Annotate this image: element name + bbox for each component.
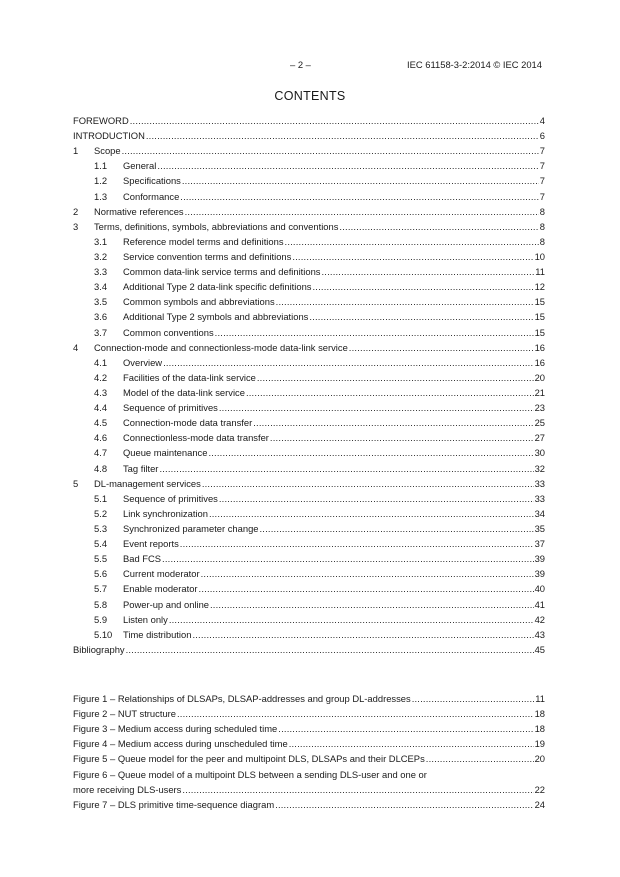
toc-entry-title: FOREWORD <box>73 115 129 126</box>
figure-entry[interactable] <box>73 751 545 766</box>
toc-entry[interactable] <box>73 294 545 309</box>
toc-entry[interactable] <box>73 143 545 158</box>
toc-entry-page: 15 <box>534 326 545 338</box>
toc-entry-number: 3.6 <box>94 311 108 323</box>
toc-entry-number: 4.5 <box>94 417 108 429</box>
toc-entry-page: 10 <box>534 250 545 262</box>
dot-leader <box>180 536 534 551</box>
toc-entry[interactable] <box>73 430 545 445</box>
toc-entry[interactable] <box>73 445 545 460</box>
toc-entry-page: 15 <box>534 296 545 308</box>
dot-leader <box>182 173 539 188</box>
dot-leader <box>122 143 539 158</box>
figure-entry-title: Figure 2 – NUT structure <box>73 708 176 720</box>
toc-entry-page: 7 <box>539 160 545 172</box>
list-of-figures <box>73 691 545 812</box>
toc-entry[interactable] <box>73 325 545 340</box>
toc-entry-title: Scope <box>94 145 121 157</box>
toc-entry-number: 1.3 <box>94 190 108 202</box>
toc-entry-page: 40 <box>534 583 545 595</box>
toc-entry[interactable] <box>73 385 545 400</box>
toc-entry-page: 33 <box>534 492 545 504</box>
toc-entry-number: 3 <box>73 220 79 232</box>
toc-entry-number: 4.3 <box>94 386 108 398</box>
toc-entry-title: INTRODUCTION <box>73 130 145 142</box>
toc-entry-number: 5.8 <box>94 598 108 610</box>
dot-leader <box>257 370 534 385</box>
toc-entry[interactable] <box>73 249 545 264</box>
toc-entry[interactable] <box>73 597 545 612</box>
toc-entry-page: 15 <box>534 311 545 323</box>
figure-entry[interactable] <box>73 797 545 812</box>
toc-entry-number: 3.1 <box>94 235 108 247</box>
figure-entry-page: 18 <box>534 723 545 735</box>
toc-entry[interactable] <box>73 581 545 596</box>
toc-entry-number: 5.3 <box>94 522 108 534</box>
dot-leader <box>246 385 534 400</box>
dot-leader <box>219 400 534 415</box>
page-header <box>0 59 620 73</box>
toc-entry-title: Service convention terms and definitions <box>123 250 292 262</box>
toc-entry-page: 23 <box>534 402 545 414</box>
toc-entry-page: 4 <box>539 115 545 126</box>
toc-entry[interactable] <box>73 158 545 173</box>
toc-entry-title: Bad FCS <box>123 553 162 565</box>
dot-leader <box>163 355 533 370</box>
dot-leader <box>253 415 533 430</box>
toc-entry-title: Facilities of the data-link service <box>123 371 256 383</box>
toc-entry[interactable] <box>73 491 545 506</box>
toc-entry-number: 3.4 <box>94 281 108 293</box>
toc-entry[interactable] <box>73 642 545 657</box>
figure-entry-page: 19 <box>534 738 545 750</box>
dot-leader <box>146 128 539 143</box>
toc-entry[interactable] <box>73 173 545 188</box>
toc-entry-number: 5.6 <box>94 568 108 580</box>
dot-leader <box>208 445 533 460</box>
toc-entry-title: Reference model terms and definitions <box>123 235 284 247</box>
toc-entry-title: Common conventions <box>123 326 214 338</box>
toc-entry-number: 5.1 <box>94 492 108 504</box>
dot-leader <box>276 294 534 309</box>
toc-entry-title: Additional Type 2 symbols and abbreviations <box>123 311 309 323</box>
dot-leader <box>185 204 539 219</box>
toc-entry[interactable] <box>73 612 545 627</box>
dot-leader <box>260 521 534 536</box>
toc-entry-title: Time distribution <box>123 628 192 640</box>
dot-leader <box>210 597 534 612</box>
toc-entry-page: 7 <box>539 190 545 202</box>
document-id: IEC 61158-3-2:2014 © IEC 2014 <box>407 59 542 70</box>
toc-entry-title: Bibliography <box>73 643 125 655</box>
dot-leader <box>412 691 535 706</box>
toc-entry-title: Overview <box>123 356 163 368</box>
toc-entry-number: 3.7 <box>94 326 108 338</box>
toc-entry[interactable] <box>73 128 545 143</box>
toc-entry-page: 6 <box>539 130 545 142</box>
toc-entry-title: Additional Type 2 data-link specific definitions <box>123 281 312 293</box>
toc-entry-page: 16 <box>534 356 545 368</box>
toc-entry-number: 5.5 <box>94 553 108 565</box>
toc-entry-title: Sequence of primitives <box>123 492 218 504</box>
toc-entry-page: 42 <box>534 613 545 625</box>
toc-entry-number: 5.9 <box>94 613 108 625</box>
toc-entry-number: 3.3 <box>94 266 108 278</box>
toc-entry-page: 35 <box>534 522 545 534</box>
toc-entry[interactable] <box>73 340 545 355</box>
toc-entry[interactable] <box>73 506 545 521</box>
toc-entry[interactable] <box>73 566 545 581</box>
toc-entry-number: 4.4 <box>94 402 108 414</box>
figure-entry-page: 24 <box>534 798 545 810</box>
toc-entry-title: Sequence of primitives <box>123 402 218 414</box>
toc-entry-title: Common data-link service terms and definitions <box>123 266 321 278</box>
dot-leader <box>270 430 534 445</box>
dot-leader <box>159 461 533 476</box>
toc-entry-title: Connection-mode and connectionless-mode data-link service <box>94 341 348 353</box>
toc-entry-page: 11 <box>535 266 545 278</box>
dot-leader <box>199 581 534 596</box>
table-of-contents <box>73 113 545 657</box>
toc-entry-page: 34 <box>534 507 545 519</box>
toc-entry[interactable] <box>73 476 545 491</box>
toc-entry-number: 1 <box>73 145 79 157</box>
figure-entry-title: Figure 1 – Relationships of DLSAPs, DLSAP-addresses and group DL-addresses <box>73 693 411 704</box>
toc-entry-title: Event reports <box>123 538 179 550</box>
dot-leader <box>275 797 533 812</box>
toc-entry-page: 41 <box>534 598 545 610</box>
figure-entry[interactable] <box>73 706 545 721</box>
figure-entry-title: Figure 6 – Queue model of a multipoint DLS between a sending DLS-user and one or <box>73 768 427 780</box>
toc-entry-title: Tag filter <box>123 462 159 474</box>
toc-entry-page: 8 <box>539 205 545 217</box>
dot-leader <box>169 612 534 627</box>
toc-entry-title: Link synchronization <box>123 507 208 519</box>
toc-entry-title: Model of the data-link service <box>123 386 245 398</box>
dot-leader <box>162 551 534 566</box>
toc-entry[interactable] <box>73 234 545 249</box>
toc-entry-page: 37 <box>534 538 545 550</box>
contents-title: CONTENTS <box>274 89 346 103</box>
toc-entry[interactable] <box>73 415 545 430</box>
dot-leader <box>289 736 534 751</box>
dot-leader <box>321 264 534 279</box>
toc-entry-title: Common symbols and abbreviations <box>123 296 275 308</box>
toc-entry-number: 4.1 <box>94 356 108 368</box>
toc-entry[interactable] <box>73 521 545 536</box>
toc-entry-number: 5 <box>73 477 79 489</box>
dot-leader <box>285 234 539 249</box>
dot-leader <box>130 113 539 128</box>
toc-entry-page: 30 <box>534 447 545 459</box>
figure-entry[interactable] <box>73 736 545 751</box>
dot-leader <box>219 491 534 506</box>
figure-entry-title: Figure 7 – DLS primitive time-sequence diagram <box>73 798 275 810</box>
toc-entry-page: 25 <box>534 417 545 429</box>
toc-entry[interactable] <box>73 400 545 415</box>
toc-entry-number: 5.2 <box>94 507 108 519</box>
toc-entry-page: 16 <box>534 341 545 353</box>
toc-entry-title: Connection-mode data transfer <box>123 417 253 429</box>
figure-entry[interactable] <box>73 721 545 736</box>
toc-entry-number: 4.7 <box>94 447 108 459</box>
toc-entry-page: 20 <box>534 371 545 383</box>
dot-leader <box>426 751 534 766</box>
toc-entry-title: Current moderator <box>123 568 200 580</box>
toc-entry-number: 5.7 <box>94 583 108 595</box>
toc-entry[interactable] <box>73 627 545 642</box>
toc-entry-page: 39 <box>534 553 545 565</box>
dot-leader <box>177 706 534 721</box>
figure-entry-title-continued: more receiving DLS-users <box>73 783 182 795</box>
toc-entry[interactable] <box>73 279 545 294</box>
toc-entry-title: Connectionless-mode data transfer <box>123 432 269 444</box>
toc-entry-title: Listen only <box>123 613 168 625</box>
toc-entry-title: DL-management services <box>94 477 201 489</box>
toc-entry[interactable] <box>73 113 545 128</box>
toc-entry[interactable] <box>73 370 545 385</box>
figure-entry-page: 20 <box>534 753 545 765</box>
figure-entry-title: Figure 5 – Queue model for the peer and multipoint DLS, DLSAPs and their DLCEPs <box>73 753 425 765</box>
figure-entry[interactable] <box>73 691 545 706</box>
toc-entry-title: Conformance <box>123 190 180 202</box>
page-number: – 2 – <box>290 59 311 70</box>
figure-entry-page: 18 <box>534 708 545 720</box>
dot-leader <box>309 309 533 324</box>
toc-entry[interactable] <box>73 461 545 476</box>
toc-entry-number: 1.2 <box>94 175 108 187</box>
toc-entry-title: Power-up and online <box>123 598 209 610</box>
dot-leader <box>339 219 538 234</box>
dot-leader <box>292 249 533 264</box>
figure-entry-title: Figure 4 – Medium access during unscheduled time <box>73 738 288 750</box>
toc-entry-title: Terms, definitions, symbols, abbreviations and conventions <box>94 220 339 232</box>
toc-entry-title: Specifications <box>123 175 181 187</box>
figure-entry-page: 11 <box>535 693 545 704</box>
toc-entry-page: 43 <box>534 628 545 640</box>
dot-leader <box>349 340 534 355</box>
dot-leader <box>312 279 533 294</box>
toc-entry-number: 4.8 <box>94 462 108 474</box>
toc-entry[interactable] <box>73 264 545 279</box>
toc-entry-page: 27 <box>534 432 545 444</box>
toc-entry-title: Synchronized parameter change <box>123 522 259 534</box>
toc-entry-page: 8 <box>539 235 545 247</box>
toc-entry-page: 7 <box>539 145 545 157</box>
dot-leader <box>209 506 534 521</box>
toc-entry-page: 8 <box>539 220 545 232</box>
toc-entry[interactable] <box>73 189 545 204</box>
toc-entry-page: 39 <box>534 568 545 580</box>
dot-leader <box>192 627 533 642</box>
toc-entry-page: 21 <box>534 386 545 398</box>
toc-entry-number: 3.5 <box>94 296 108 308</box>
dot-leader <box>126 642 534 657</box>
toc-entry-title: General <box>123 160 157 172</box>
toc-entry-title: Queue maintenance <box>123 447 208 459</box>
toc-entry[interactable] <box>73 536 545 551</box>
toc-entry-title: Enable moderator <box>123 583 198 595</box>
dot-leader <box>202 476 534 491</box>
figure-entry[interactable] <box>73 767 545 797</box>
toc-entry-number: 5.10 <box>94 628 113 640</box>
toc-entry-number: 4.6 <box>94 432 108 444</box>
toc-entry-number: 5.4 <box>94 538 108 550</box>
toc-entry[interactable] <box>73 309 545 324</box>
toc-entry-number: 2 <box>73 205 79 217</box>
figure-entry-title: Figure 3 – Medium access during scheduled time <box>73 723 278 735</box>
toc-entry-number: 3.2 <box>94 250 108 262</box>
toc-entry[interactable] <box>73 355 545 370</box>
toc-entry[interactable] <box>73 204 545 219</box>
toc-entry-page: 7 <box>539 175 545 187</box>
toc-entry-title: Normative references <box>94 205 184 217</box>
dot-leader <box>182 782 533 797</box>
toc-entry-number: 1.1 <box>94 160 108 172</box>
toc-entry-page: 32 <box>534 462 545 474</box>
toc-entry[interactable] <box>73 219 545 234</box>
dot-leader <box>180 189 539 204</box>
figure-entry-page: 22 <box>534 783 545 795</box>
toc-entry-number: 4 <box>73 341 79 353</box>
toc-entry-number: 4.2 <box>94 371 108 383</box>
toc-entry[interactable] <box>73 551 545 566</box>
dot-leader <box>201 566 534 581</box>
dot-leader <box>215 325 534 340</box>
toc-entry-page: 33 <box>534 477 545 489</box>
toc-entry-page: 45 <box>534 643 545 655</box>
dot-leader <box>278 721 533 736</box>
toc-entry-page: 12 <box>534 281 545 293</box>
dot-leader <box>157 158 538 173</box>
